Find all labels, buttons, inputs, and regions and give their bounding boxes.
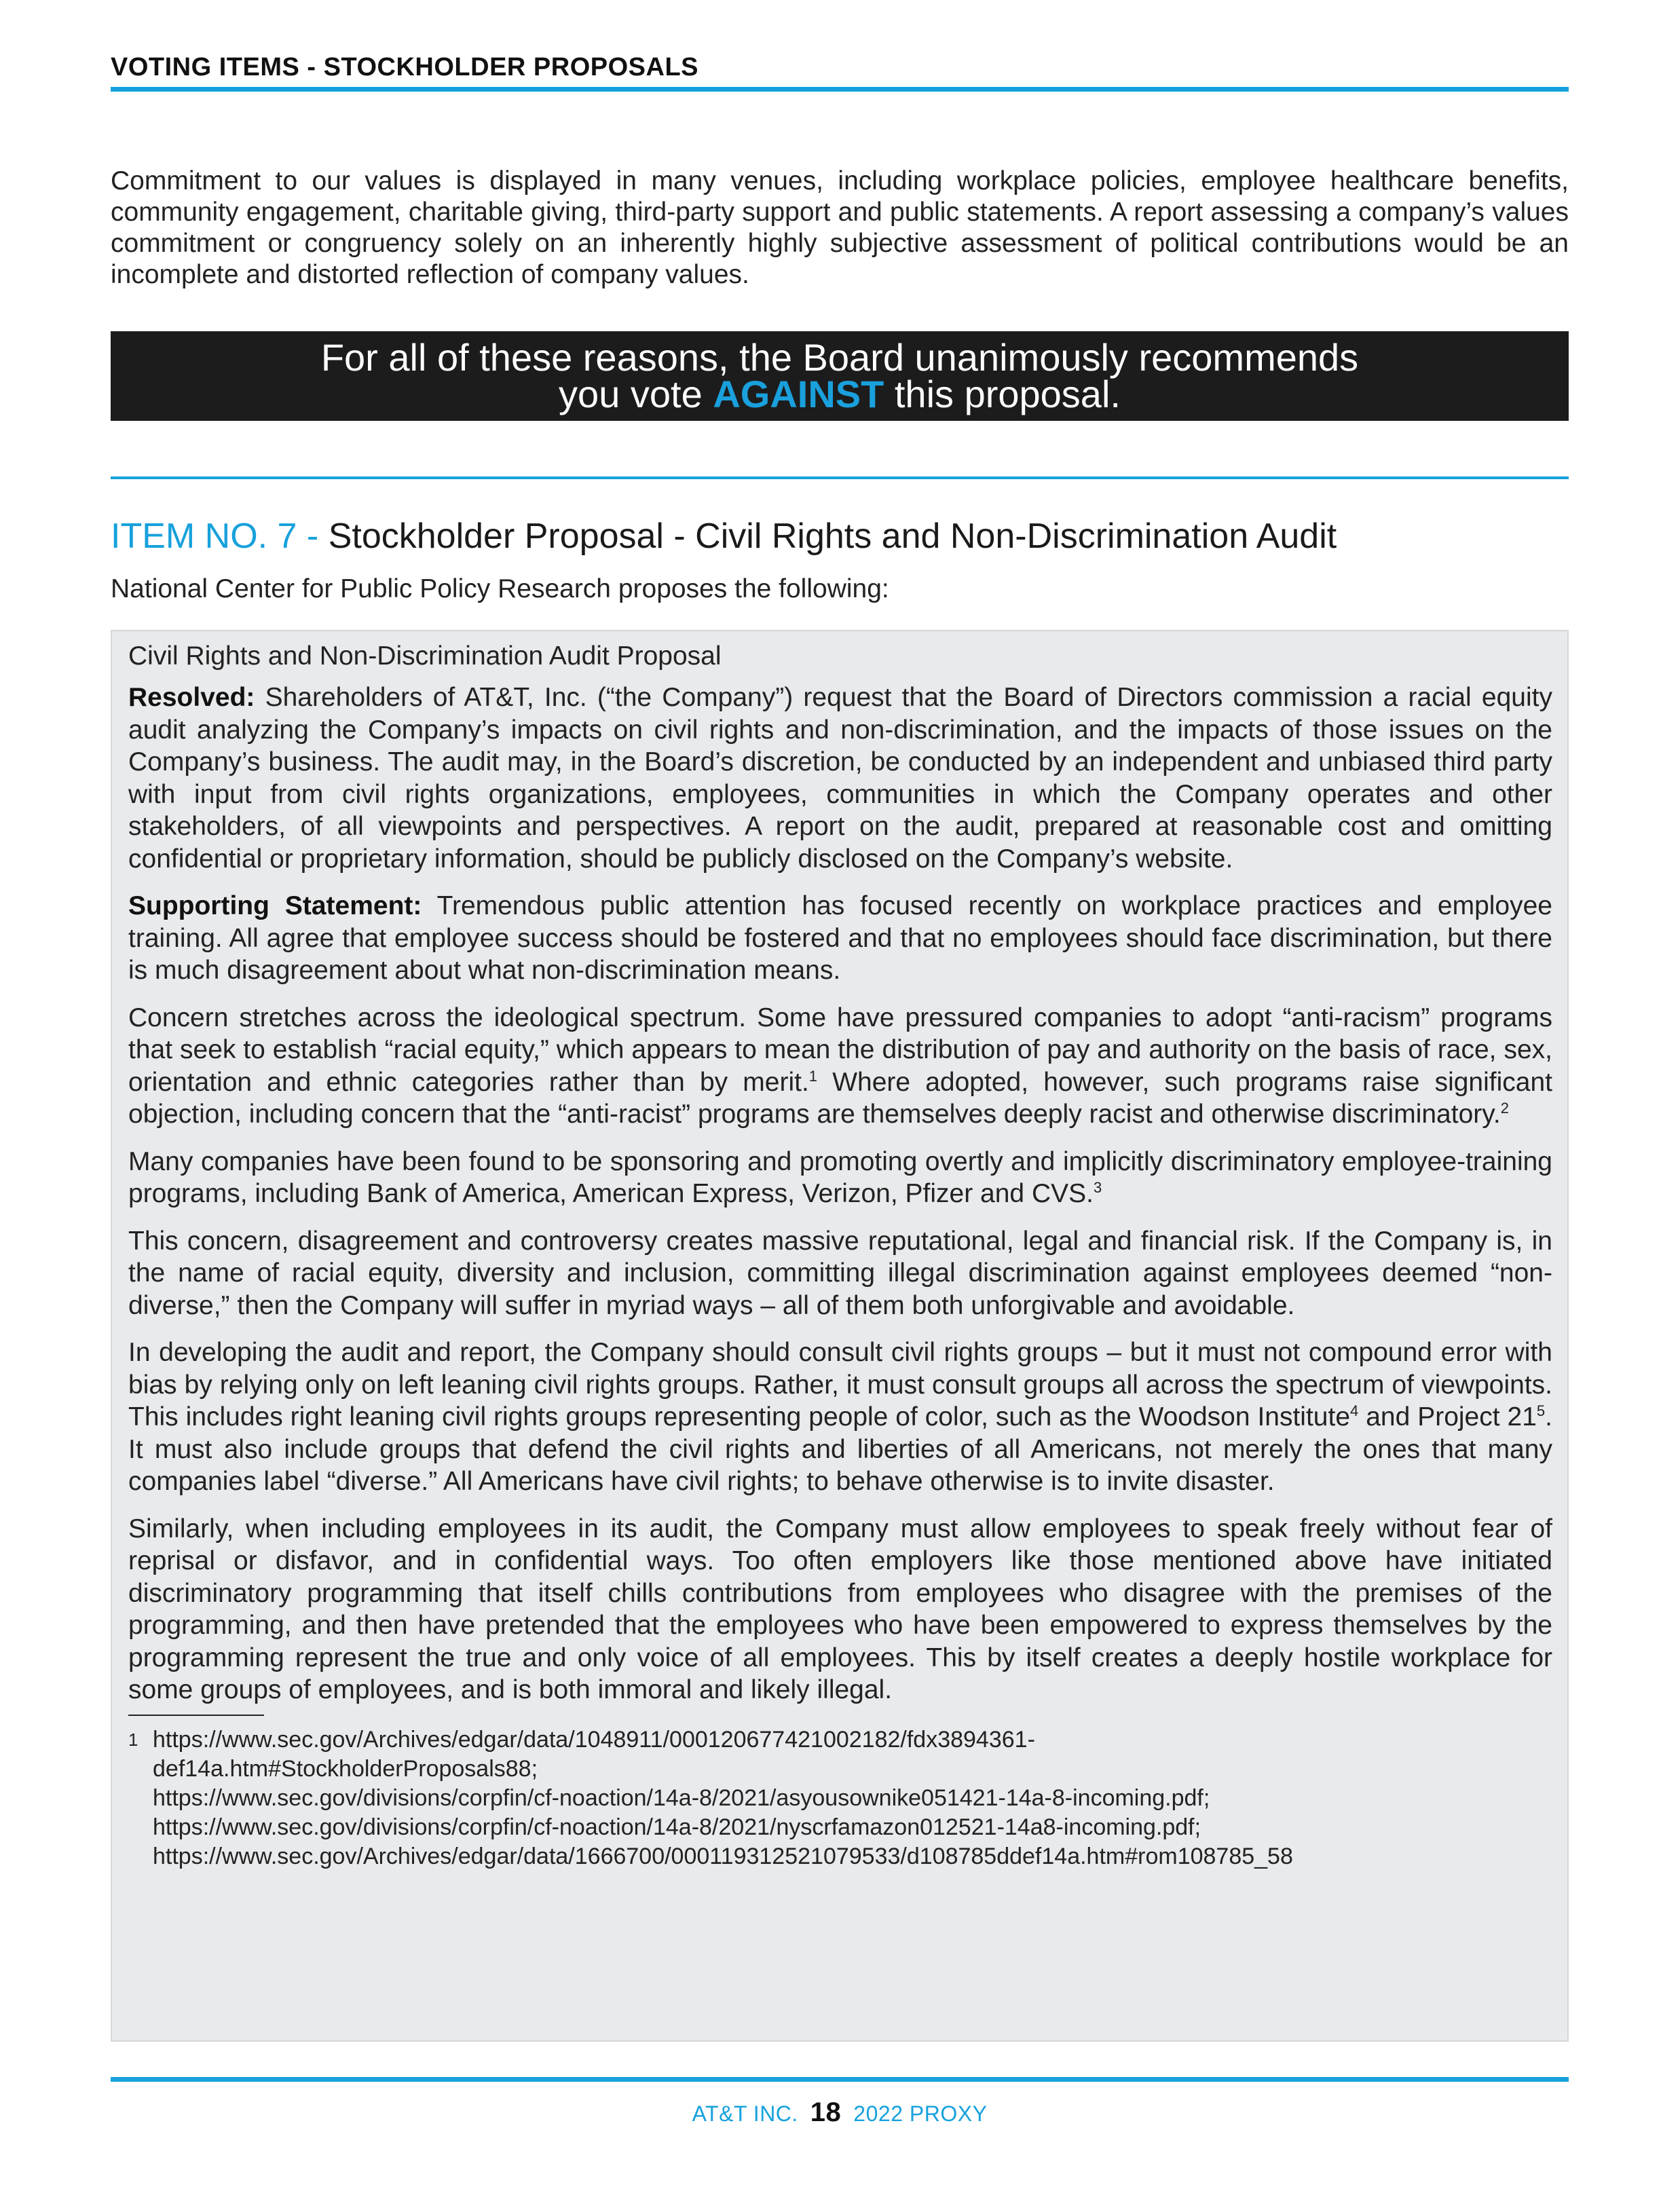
recommendation-line-1: For all of these reasons, the Board unanimously recommends <box>320 336 1359 379</box>
footnote <box>128 1725 1552 1871</box>
risk-paragraph: This concern, disagreement and controversy creates massive reputational, legal and financial risk. If the Company is, in the name of racial equity, diversity and inclusion, committing illegal discrimination against employees deemed “non-diverse,” then the Company will suffer in myriad ways – all of them both unforgivable and avoidable. <box>128 1226 1552 1320</box>
consult-text-c: . It must also include groups that defend the civil rights and liberties of all Americans, not merely the ones that many companies label “diverse.” All Americans have civil rights; to behave otherwise is to invite disaster. <box>128 1402 1552 1496</box>
intro-paragraph: Commitment to our values is displayed in many venues, including workplace policies, employee healthcare benefits, community engagement, charitable giving, third-party support and public statements. A report assessing a company’s values commitment or congruency solely on an inherently highly subjective assessment of political contributions would be an incomplete and distorted reflection of company values. <box>111 166 1569 289</box>
footer-doc: 2022 PROXY <box>853 2101 988 2126</box>
companies-paragraph <box>128 1146 1552 1210</box>
header-rule <box>111 87 1569 92</box>
recommendation-against: AGAINST <box>713 373 884 415</box>
consult-text-a: In developing the audit and report, the Company should consult civil rights groups – but it must not compound error with bias by relying only on left leaning civil rights groups. Rather, it must consult groups all across the spectrum of viewpoints. This includes right leaning civil rights groups representing people of color, such as the Woodson Institute <box>128 1338 1552 1432</box>
footnote-link-line[interactable]: def14a.htm#StockholderProposals88; <box>153 1755 538 1782</box>
footnote-ref-4: 4 <box>1350 1402 1359 1419</box>
footnote-link-line[interactable]: https://www.sec.gov/Archives/edgar/data/1666700/000119312521079533/d108785ddef14a.htm#rom108785_58 <box>153 1843 1293 1869</box>
consult-paragraph <box>128 1336 1552 1498</box>
resolved-paragraph <box>128 681 1552 875</box>
footnote-link-line[interactable]: https://www.sec.gov/divisions/corpfin/cf-noaction/14a-8/2021/nyscrfamazon012521-14a8-incoming.pdf; <box>153 1814 1201 1840</box>
supporting-paragraph <box>128 890 1552 987</box>
concern-text-b: Where adopted, however, such programs raise significant objection, including concern that the “anti-racist” programs are themselves deeply racist and otherwise discriminatory. <box>128 1067 1552 1129</box>
footer-company: AT&T INC. <box>692 2101 798 2126</box>
recommendation-line-2 <box>111 373 1569 415</box>
recommendation-banner <box>111 331 1569 421</box>
section-divider <box>111 476 1569 479</box>
page-number: 18 <box>810 2097 842 2127</box>
concern-text-a: Concern stretches across the ideological spectrum. Some have pressured companies to adopt “anti-racism” programs that seek to establish “racial equity,” which appears to mean the distribution of pay and authority on the basis of race, sex, orientation and ethnic categories rather than by merit. <box>128 1003 1552 1097</box>
footnote-link-line[interactable]: https://www.sec.gov/divisions/corpfin/cf-noaction/14a-8/2021/asyousownike051421-14a-8-incoming.pdf; <box>153 1784 1210 1811</box>
supporting-label: Supporting Statement: <box>128 891 422 920</box>
item-number: ITEM NO. 7 - <box>111 517 329 556</box>
footnote-ref-5: 5 <box>1536 1402 1546 1419</box>
recommendation-pre: you vote <box>559 373 713 415</box>
item-heading <box>111 516 1569 557</box>
proposal-box <box>111 630 1569 2042</box>
footnote-links <box>153 1725 1293 1871</box>
section-header: VOTING ITEMS - STOCKHOLDER PROPOSALS <box>111 53 699 81</box>
page-footer <box>111 2097 1569 2128</box>
concern-paragraph <box>128 1002 1552 1131</box>
footnote-rule <box>128 1715 264 1716</box>
footnote-link-line[interactable]: https://www.sec.gov/Archives/edgar/data/1048911/000120677421002182/fdx3894361- <box>153 1726 1035 1753</box>
footnote-ref-3: 3 <box>1093 1179 1102 1196</box>
proposer-line: National Center for Public Policy Research proposes the following: <box>111 574 889 603</box>
recommendation-post: this proposal. <box>884 373 1121 415</box>
resolved-text: Shareholders of AT&T, Inc. (“the Company”) request that the Board of Directors commission a racial equity audit analyzing the Company’s impacts on civil rights and non-discrimination, and the impacts of those issues on the Company’s business. The audit may, in the Board’s discretion, be conducted by an independent and unbiased third party with input from civil rights organizations, employees, communities in which the Company operates and other stakeholders, of all viewpoints and perspectives. A report on the audit, prepared at reasonable cost and omitting confidential or proprietary information, should be publicly disclosed on the Company’s website. <box>128 683 1552 874</box>
footnote-ref-1: 1 <box>808 1067 818 1085</box>
footer-rule <box>111 2077 1569 2082</box>
proposal-title: Civil Rights and Non-Discrimination Audit Proposal <box>128 641 722 671</box>
employees-paragraph: Similarly, when including employees in its audit, the Company must allow employees to speak freely without fear of reprisal or disfavor, and in confidential ways. Too often employers like those mentioned above have initiated discriminatory programming that itself chills contributions from employees who disagree with the premises of the programming, and then have pretended that the employees who have been empowered to express themselves by the programming represent the true and only voice of all employees. This by itself creates a deeply hostile workplace for some groups of employees, and is both immoral and likely illegal. <box>128 1514 1552 1704</box>
footnote-number: 1 <box>128 1729 138 1750</box>
resolved-label: Resolved: <box>128 683 255 712</box>
companies-text: Many companies have been found to be sponsoring and promoting overtly and implicitly discriminatory employee-training programs, including Bank of America, American Express, Verizon, Pfizer and CVS. <box>128 1146 1552 1208</box>
item-title: Stockholder Proposal - Civil Rights and Non-Discrimination Audit <box>328 517 1337 556</box>
consult-text-b: and Project 21 <box>1358 1402 1537 1432</box>
supporting-text: Tremendous public attention has focused recently on workplace practices and employee training. All agree that employee success should be fostered and that no employees should face discrimination, but there is much disagreement about what non-discrimination means. <box>128 891 1552 985</box>
footnote-ref-2: 2 <box>1500 1100 1509 1117</box>
